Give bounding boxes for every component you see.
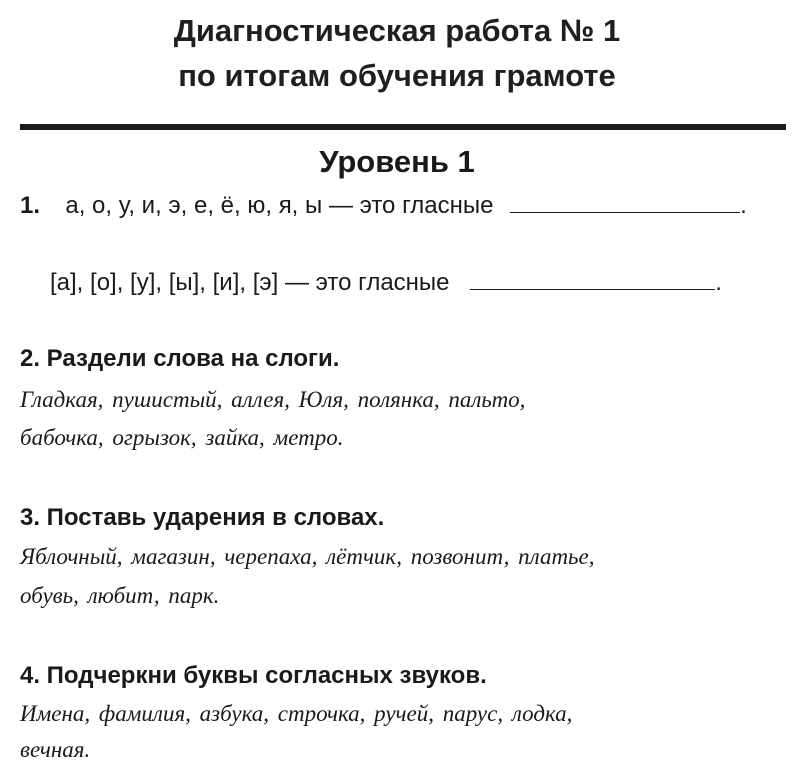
header-divider <box>20 124 786 130</box>
task3-words-line1: Яблочный, магазин, черепаха, лётчик, позвонит, платье, <box>20 544 595 569</box>
task3-words-line2: обувь, любит, парк. <box>20 583 220 608</box>
task2-words-line1: Гладкая, пушистый, аллея, Юля, полянка, пальто, <box>20 387 526 412</box>
task4-words-line2: вечная. <box>20 737 91 762</box>
task4-words-line1: Имена, фамилия, азбука, строчка, ручей, парус, лодка, <box>20 701 573 726</box>
task2-heading: 2. Раздели слова на слоги. <box>20 345 340 372</box>
task1-line2-end: . <box>715 269 722 296</box>
task1-number: 1. <box>20 192 41 219</box>
task1-line1 <box>20 188 747 221</box>
task1-line1-end: . <box>740 192 747 219</box>
task4-heading: 4. Подчеркни буквы согласных звуков. <box>20 662 487 689</box>
task2-words-line2: бабочка, огрызок, зайка, метро. <box>20 425 344 450</box>
title-line-2: по итогам обучения грамоте <box>178 58 616 93</box>
task3-heading: 3. Поставь ударения в словах. <box>20 504 385 531</box>
answer-blank-1[interactable] <box>510 188 740 213</box>
level-heading: Уровень 1 <box>319 144 475 179</box>
answer-blank-2[interactable] <box>470 265 715 290</box>
task1-line2 <box>50 265 722 298</box>
task1-line1-text: а, о, у, и, э, е, ё, ю, я, ы — это гласные <box>65 192 494 219</box>
title-line-1: Диагностическая работа № 1 <box>173 13 621 48</box>
task1-line2-text: [а], [о], [у], [ы], [и], [э] — это гласные <box>50 269 450 296</box>
